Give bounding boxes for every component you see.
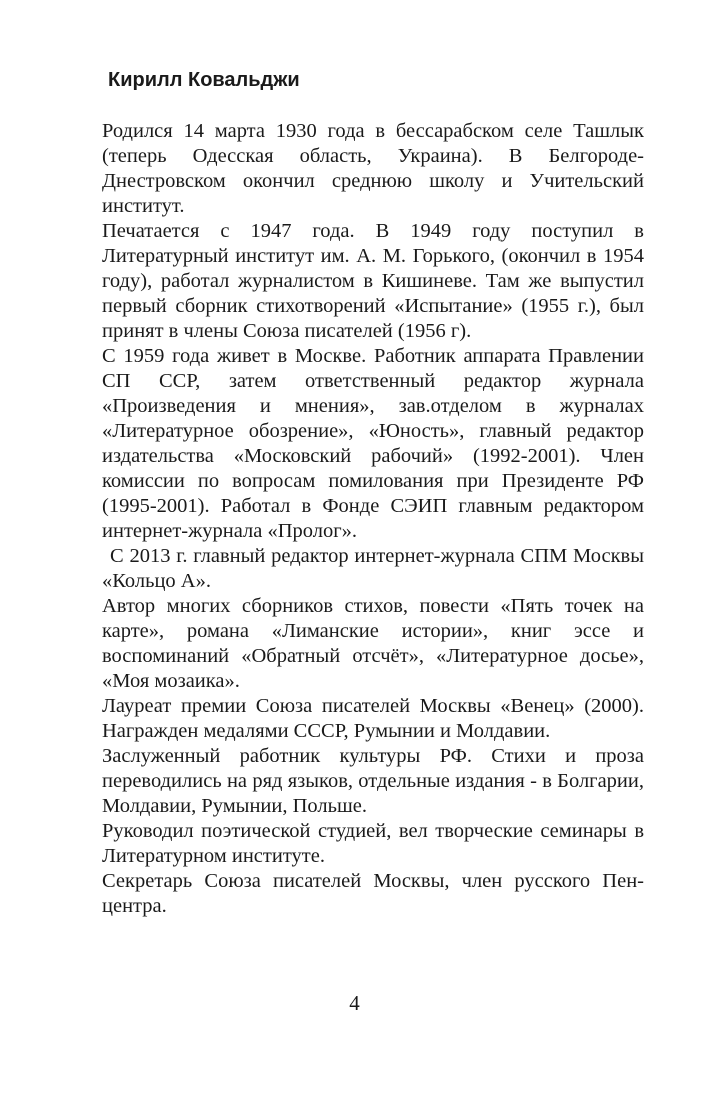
author-name-heading: Кирилл Ковальджи — [108, 69, 300, 91]
bio-paragraph-translations: Заслуженный работник культуры РФ. Стихи и проза переводились на ряд языков, отдельные издания - в Болгарии, Молдавии, Румынии, Польше. — [102, 745, 644, 817]
bio-paragraph-early-career: Печатается с 1947 года. В 1949 году поступил в Литературный институт им. А. М. Горького, (окончил в 1954 году), работал журналистом в Кишиневе. Там же выпустил первый сборник стихотворений «Испытание» (1955 г.), был принят в члены Союза писателей (1956 г). — [102, 220, 644, 342]
bio-paragraph-birth: Родился 14 марта 1930 года в бессарабском селе Ташлык (теперь Одесская область, Украина). В Белгороде-Днестровском окончил среднюю школу и Учительский институт. — [102, 120, 644, 217]
bio-paragraph-secretary: Секретарь Союза писателей Москвы, член русского Пен-центра. — [102, 870, 644, 917]
bio-paragraph-works: Автор многих сборников стихов, повести «Пять точек на карте», романа «Лиманские истории», книг эссе и воспоминаний «Обратный отсчёт», «Литературное досье», «Моя мозаика». — [102, 595, 644, 692]
bio-paragraph-studio: Руководил поэтической студией, вел творческие семинары в Литературном институте. — [102, 820, 644, 867]
bio-paragraph-moscow: С 1959 года живет в Москве. Работник аппарата Правлении СП ССР, затем ответственный редактор журнала «Произведения и мнения», зав.отделом в журналах «Литературное обозрение», «Юность», главный редактор издательства «Московский рабочий» (1992-2001). Член комиссии по вопросам помилования при Президенте РФ (1995-2001). Работал в Фонде СЭИП главным редактором интернет-журнала «Пролог». — [102, 345, 644, 542]
bio-paragraph-awards: Лауреат премии Союза писателей Москвы «Венец» (2000). Награжден медалями СССР, Румынии и Молдавии. — [102, 695, 644, 742]
author-biography — [102, 119, 644, 919]
bio-paragraph-koltso-a: С 2013 г. главный редактор интернет-журнала СПМ Москвы «Кольцо А». — [102, 545, 644, 592]
page-number: 4 — [349, 991, 360, 1015]
